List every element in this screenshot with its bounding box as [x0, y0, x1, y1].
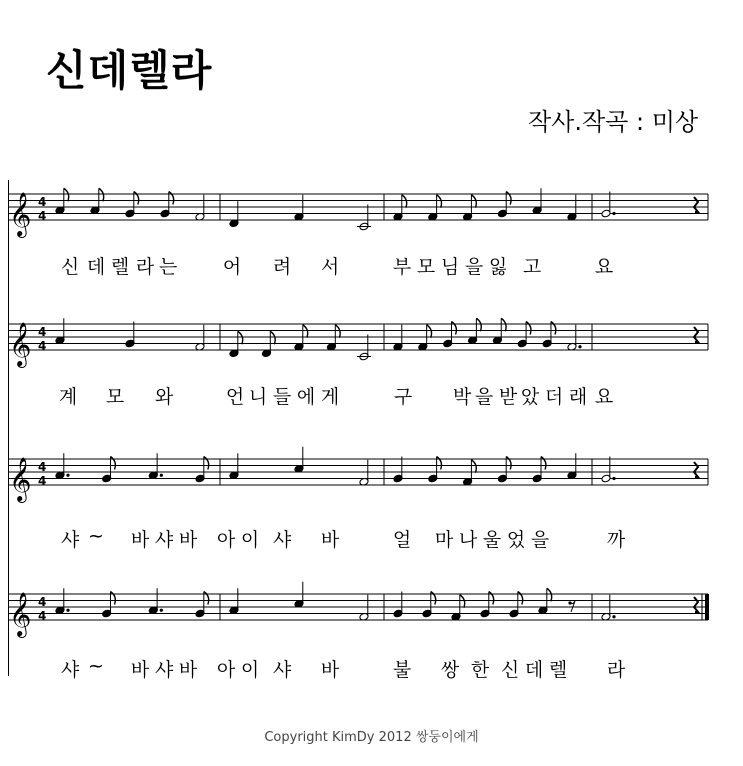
time-signature-bottom: 4	[38, 209, 47, 223]
lyric-syllable: 계	[58, 386, 78, 408]
note	[229, 453, 239, 479]
note	[294, 325, 308, 351]
lyric-syllable: 샤	[60, 659, 80, 681]
lyric-syllable: 샤	[272, 529, 292, 551]
lyrics-line-1	[0, 252, 743, 282]
composer-credit: 작사.작곡 : 미상	[528, 108, 699, 136]
lyric-syllable: 부	[392, 256, 412, 278]
lyric-syllable: ~	[88, 525, 104, 547]
note	[463, 195, 477, 221]
lyric-syllable: 이	[240, 529, 260, 551]
lyric-syllable: 잃	[488, 256, 508, 278]
note	[393, 592, 403, 618]
note	[90, 188, 104, 214]
note	[261, 331, 275, 357]
staff-system-1	[8, 190, 708, 242]
note	[294, 582, 304, 608]
note	[55, 188, 69, 214]
lyrics-line-3	[0, 525, 743, 555]
note	[428, 195, 442, 221]
note	[393, 457, 403, 483]
note	[357, 335, 371, 361]
lyric-syllable: 래	[568, 386, 588, 408]
treble-clef-icon: 𝄞	[9, 592, 32, 636]
lyric-syllable: 구	[393, 386, 413, 408]
lyric-syllable: 고	[522, 256, 542, 278]
note	[532, 188, 542, 214]
time-signature-bottom: 4	[38, 474, 47, 488]
lyric-syllable: 었	[506, 529, 526, 551]
note	[294, 195, 304, 221]
note	[601, 595, 616, 621]
lyric-syllable: 을	[464, 256, 484, 278]
lyric-syllable: 게	[320, 386, 340, 408]
lyric-syllable: 마	[434, 529, 454, 551]
lyric-syllable: 받	[498, 386, 518, 408]
lyric-syllable: 어	[222, 256, 242, 278]
note	[359, 460, 369, 486]
treble-clef-icon: 𝄞	[9, 322, 32, 366]
lyric-syllable: 까	[606, 529, 626, 551]
time-signature-bottom: 4	[38, 609, 47, 623]
note	[55, 453, 70, 479]
note	[229, 588, 239, 614]
lyric-syllable: 나	[458, 529, 478, 551]
final-barline	[705, 594, 709, 620]
note	[468, 318, 482, 344]
lyric-syllable: 라	[135, 256, 155, 278]
treble-clef-icon: 𝄞	[9, 457, 32, 501]
lyric-syllable: 박	[452, 386, 472, 408]
quarter-rest-icon	[694, 462, 698, 477]
lyric-syllable: ~	[88, 655, 104, 677]
time-signature-top: 4	[38, 460, 47, 474]
note	[463, 460, 477, 486]
lyric-syllable: 았	[520, 386, 540, 408]
lyric-syllable: 서	[320, 256, 340, 278]
lyric-syllable: 신	[60, 256, 80, 278]
note	[451, 595, 465, 621]
lyric-syllable: 샤	[154, 659, 174, 681]
lyric-syllable: 을	[474, 386, 494, 408]
lyric-syllable: 데	[86, 256, 106, 278]
lyric-syllable: 려	[272, 256, 292, 278]
lyric-syllable: 데	[524, 659, 544, 681]
note	[294, 447, 304, 473]
lyric-syllable: 바	[130, 659, 150, 681]
lyric-syllable: 을	[530, 529, 550, 551]
lyric-syllable: 불	[392, 659, 412, 681]
staff-svg	[8, 320, 708, 372]
lyric-syllable: 님	[440, 256, 460, 278]
lyric-syllable: 모	[105, 386, 125, 408]
note	[492, 318, 506, 344]
note	[567, 325, 582, 351]
copyright-text: Copyright KimDy 2012 쌍둥이에게	[264, 730, 479, 745]
staff-system-3	[8, 455, 708, 507]
quarter-rest-icon	[694, 597, 698, 612]
lyric-syllable: 한	[470, 659, 490, 681]
lyric-syllable: 에	[296, 386, 316, 408]
time-signature-top: 4	[38, 195, 47, 209]
note	[125, 322, 135, 348]
lyric-syllable: 얼	[392, 529, 412, 551]
lyrics-line-4	[0, 655, 743, 685]
lyric-syllable: 모	[416, 256, 436, 278]
lyric-syllable: 바	[320, 529, 340, 551]
lyric-syllable: 아	[216, 529, 236, 551]
note	[326, 325, 340, 351]
time-signature-top: 4	[38, 325, 47, 339]
note	[567, 453, 577, 479]
lyric-syllable: 아	[216, 659, 236, 681]
note	[195, 325, 205, 351]
note	[148, 588, 163, 614]
lyric-syllable: 렐	[548, 659, 568, 681]
note	[229, 331, 243, 357]
lyric-syllable: 니	[248, 386, 268, 408]
lyric-syllable: 샤	[60, 529, 80, 551]
note	[148, 453, 163, 479]
time-signature-bottom: 4	[38, 339, 47, 353]
lyric-syllable: 샤	[272, 659, 292, 681]
note	[359, 595, 369, 621]
staff-system-4	[8, 590, 708, 642]
note	[55, 588, 70, 614]
lyric-syllable: 신	[500, 659, 520, 681]
lyric-syllable: 바	[320, 659, 340, 681]
lyric-syllable: 울	[482, 529, 502, 551]
lyric-syllable: 바	[178, 659, 198, 681]
lyric-syllable: 들	[272, 386, 292, 408]
staff-svg	[8, 455, 708, 507]
lyric-syllable: 렐	[110, 256, 130, 278]
lyric-syllable: 라	[606, 659, 626, 681]
lyric-syllable: 이	[240, 659, 260, 681]
lyric-syllable: 바	[130, 529, 150, 551]
note	[567, 195, 577, 221]
lyric-syllable: 더	[544, 386, 564, 408]
lyric-syllable: 바	[178, 529, 198, 551]
staff-system-2	[8, 320, 708, 372]
note	[393, 325, 403, 351]
note	[195, 195, 205, 221]
note	[538, 588, 552, 614]
staff-svg	[8, 590, 708, 642]
song-title: 신데렐라	[46, 46, 213, 95]
note	[601, 457, 616, 483]
note	[357, 205, 371, 231]
note	[418, 325, 432, 351]
lyric-syllable: 샤	[154, 529, 174, 551]
lyric-syllable: 요	[594, 256, 614, 278]
treble-clef-icon: 𝄞	[9, 192, 32, 236]
note	[601, 192, 616, 218]
lyric-syllable: 는	[158, 256, 178, 278]
lyric-syllable: 와	[154, 386, 174, 408]
time-signature-top: 4	[38, 595, 47, 609]
lyric-syllable: 요	[594, 386, 614, 408]
note	[55, 318, 65, 344]
lyric-syllable: 언	[225, 386, 245, 408]
note	[229, 201, 239, 227]
note	[393, 195, 407, 221]
lyric-syllable: 쌍	[440, 659, 460, 681]
quarter-rest-icon	[694, 197, 698, 212]
staff-svg	[8, 190, 708, 242]
quarter-rest-icon	[694, 327, 698, 342]
lyrics-line-2	[0, 382, 743, 412]
